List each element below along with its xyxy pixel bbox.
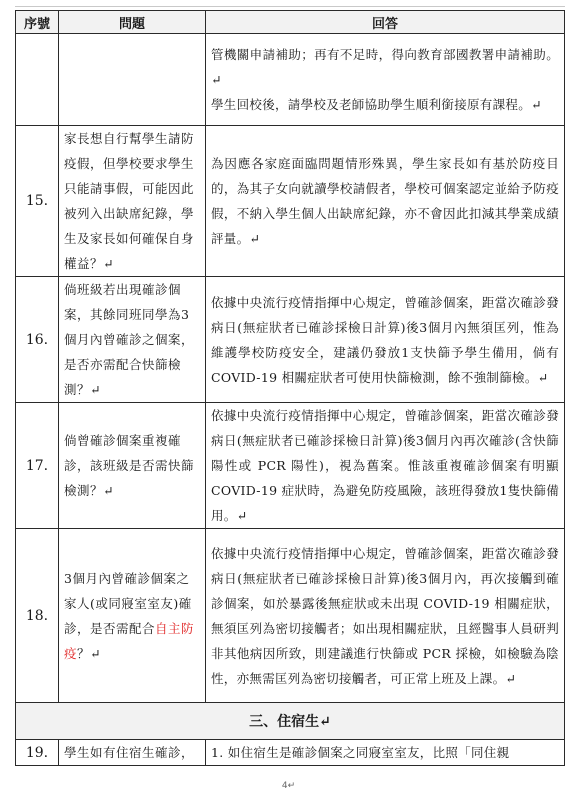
question-text: 3個月內曾確診個案之家人(或同寢室室友)確診，是否需配合 [64, 570, 192, 636]
question-text-end: ？↵ [77, 645, 101, 661]
header-answer: 回答 [206, 11, 565, 34]
row-answer: 1. 如住宿生是確診個案之同寢室室友，比照「同住親 [206, 740, 565, 766]
answer-paragraph: 學生回校後，請學校及老師協助學生順利銜接原有課程。↵ [211, 97, 542, 112]
row-question [59, 34, 206, 126]
table-row [16, 740, 565, 766]
row-question: 倘曾確診個案重複確診，該班級是否需快篩檢測？↵ [59, 403, 206, 529]
top-rule [15, 6, 565, 7]
row-question: 家長想自行幫學生請防疫假，但學校要求學生只能請事假，可能因此被列入出缺席紀錄，學生及家長如何確保自身權益？↵ [59, 126, 206, 277]
table-row [16, 277, 565, 403]
row-number: 19. [16, 740, 59, 766]
row-question: 倘班級若出現確診個案，其餘同班同學為3個月內曾確診之個案，是否亦需配合快篩檢測？↵ [59, 277, 206, 403]
row-answer [206, 277, 565, 403]
faq-table [15, 10, 565, 766]
row-answer [206, 126, 565, 277]
answer-paragraph: 依據中央流行疫情指揮中心規定，曾確診個案，距當次確診發病日(無症狀者已確診採檢日計算)後3個月內，再次接觸到確診個案，如於暴露後無症狀或未出現 COVID-19 相關症狀，無須匡列為密切接觸者；如出現相關症狀，且經醫事人員研判非其他病因所致，則建議進行快篩或 PCR 採檢，如檢驗為陰性，亦無需匡列為密切接觸者，可正常上班及上課。↵ [211, 545, 559, 686]
row-answer [206, 34, 565, 126]
table-header-row [16, 11, 565, 34]
header-number: 序號 [16, 11, 59, 34]
row-number: 16. [16, 277, 59, 403]
answer-paragraph: 管機關申請補助；再有不足時，得向教育部國教署申請補助。↵ [211, 47, 559, 87]
row-number: 15. [16, 126, 59, 277]
section-heading: 三、住宿生↵ [16, 703, 565, 740]
answer-paragraph: 依據中央流行疫情指揮中心規定，曾確診個案，距當次確診發病日(無症狀者已確診採檢日計算)後3個月內無須匡列，惟為維護學校防疫安全，建議仍發放1支快篩予學生備用，倘有 COVID-19 相關症狀者可使用快篩檢測，餘不強制篩檢。↵ [211, 294, 559, 385]
table-row [16, 34, 565, 126]
highlighted-term: 自主防疫 [64, 620, 195, 661]
row-question: 學生如有住宿生確診， [59, 740, 206, 766]
row-number: 17. [16, 403, 59, 529]
table-row [16, 403, 565, 529]
row-number: 18. [16, 529, 59, 703]
row-answer [206, 403, 565, 529]
header-question: 問題 [59, 11, 206, 34]
row-answer [206, 529, 565, 703]
section-row [16, 703, 565, 740]
answer-paragraph: 依據中央流行疫情指揮中心規定，曾確診個案，距當次確診發病日(無症狀者已確診採檢日計算)後3個月內再次確診(含快篩陽性或 PCR 陽性)，視為舊案。惟該重複確診個案有明顯 COVID-19 症狀時，為避免防疫風險，該班得發放1隻快篩備用。↵ [211, 408, 559, 523]
answer-paragraph: 為因應各家庭面臨問題情形殊異，學生家長如有基於防疫目的，為其子女向就讀學校請假者，學校可個案認定並給予防疫假，不納入學生個人出缺席紀錄，亦不會因此扣減其學業成績評量。↵ [211, 156, 559, 246]
table-row [16, 126, 565, 277]
table-row [16, 529, 565, 703]
page-number: 4↵ [281, 781, 296, 791]
row-question [59, 529, 206, 703]
row-number [16, 34, 59, 126]
